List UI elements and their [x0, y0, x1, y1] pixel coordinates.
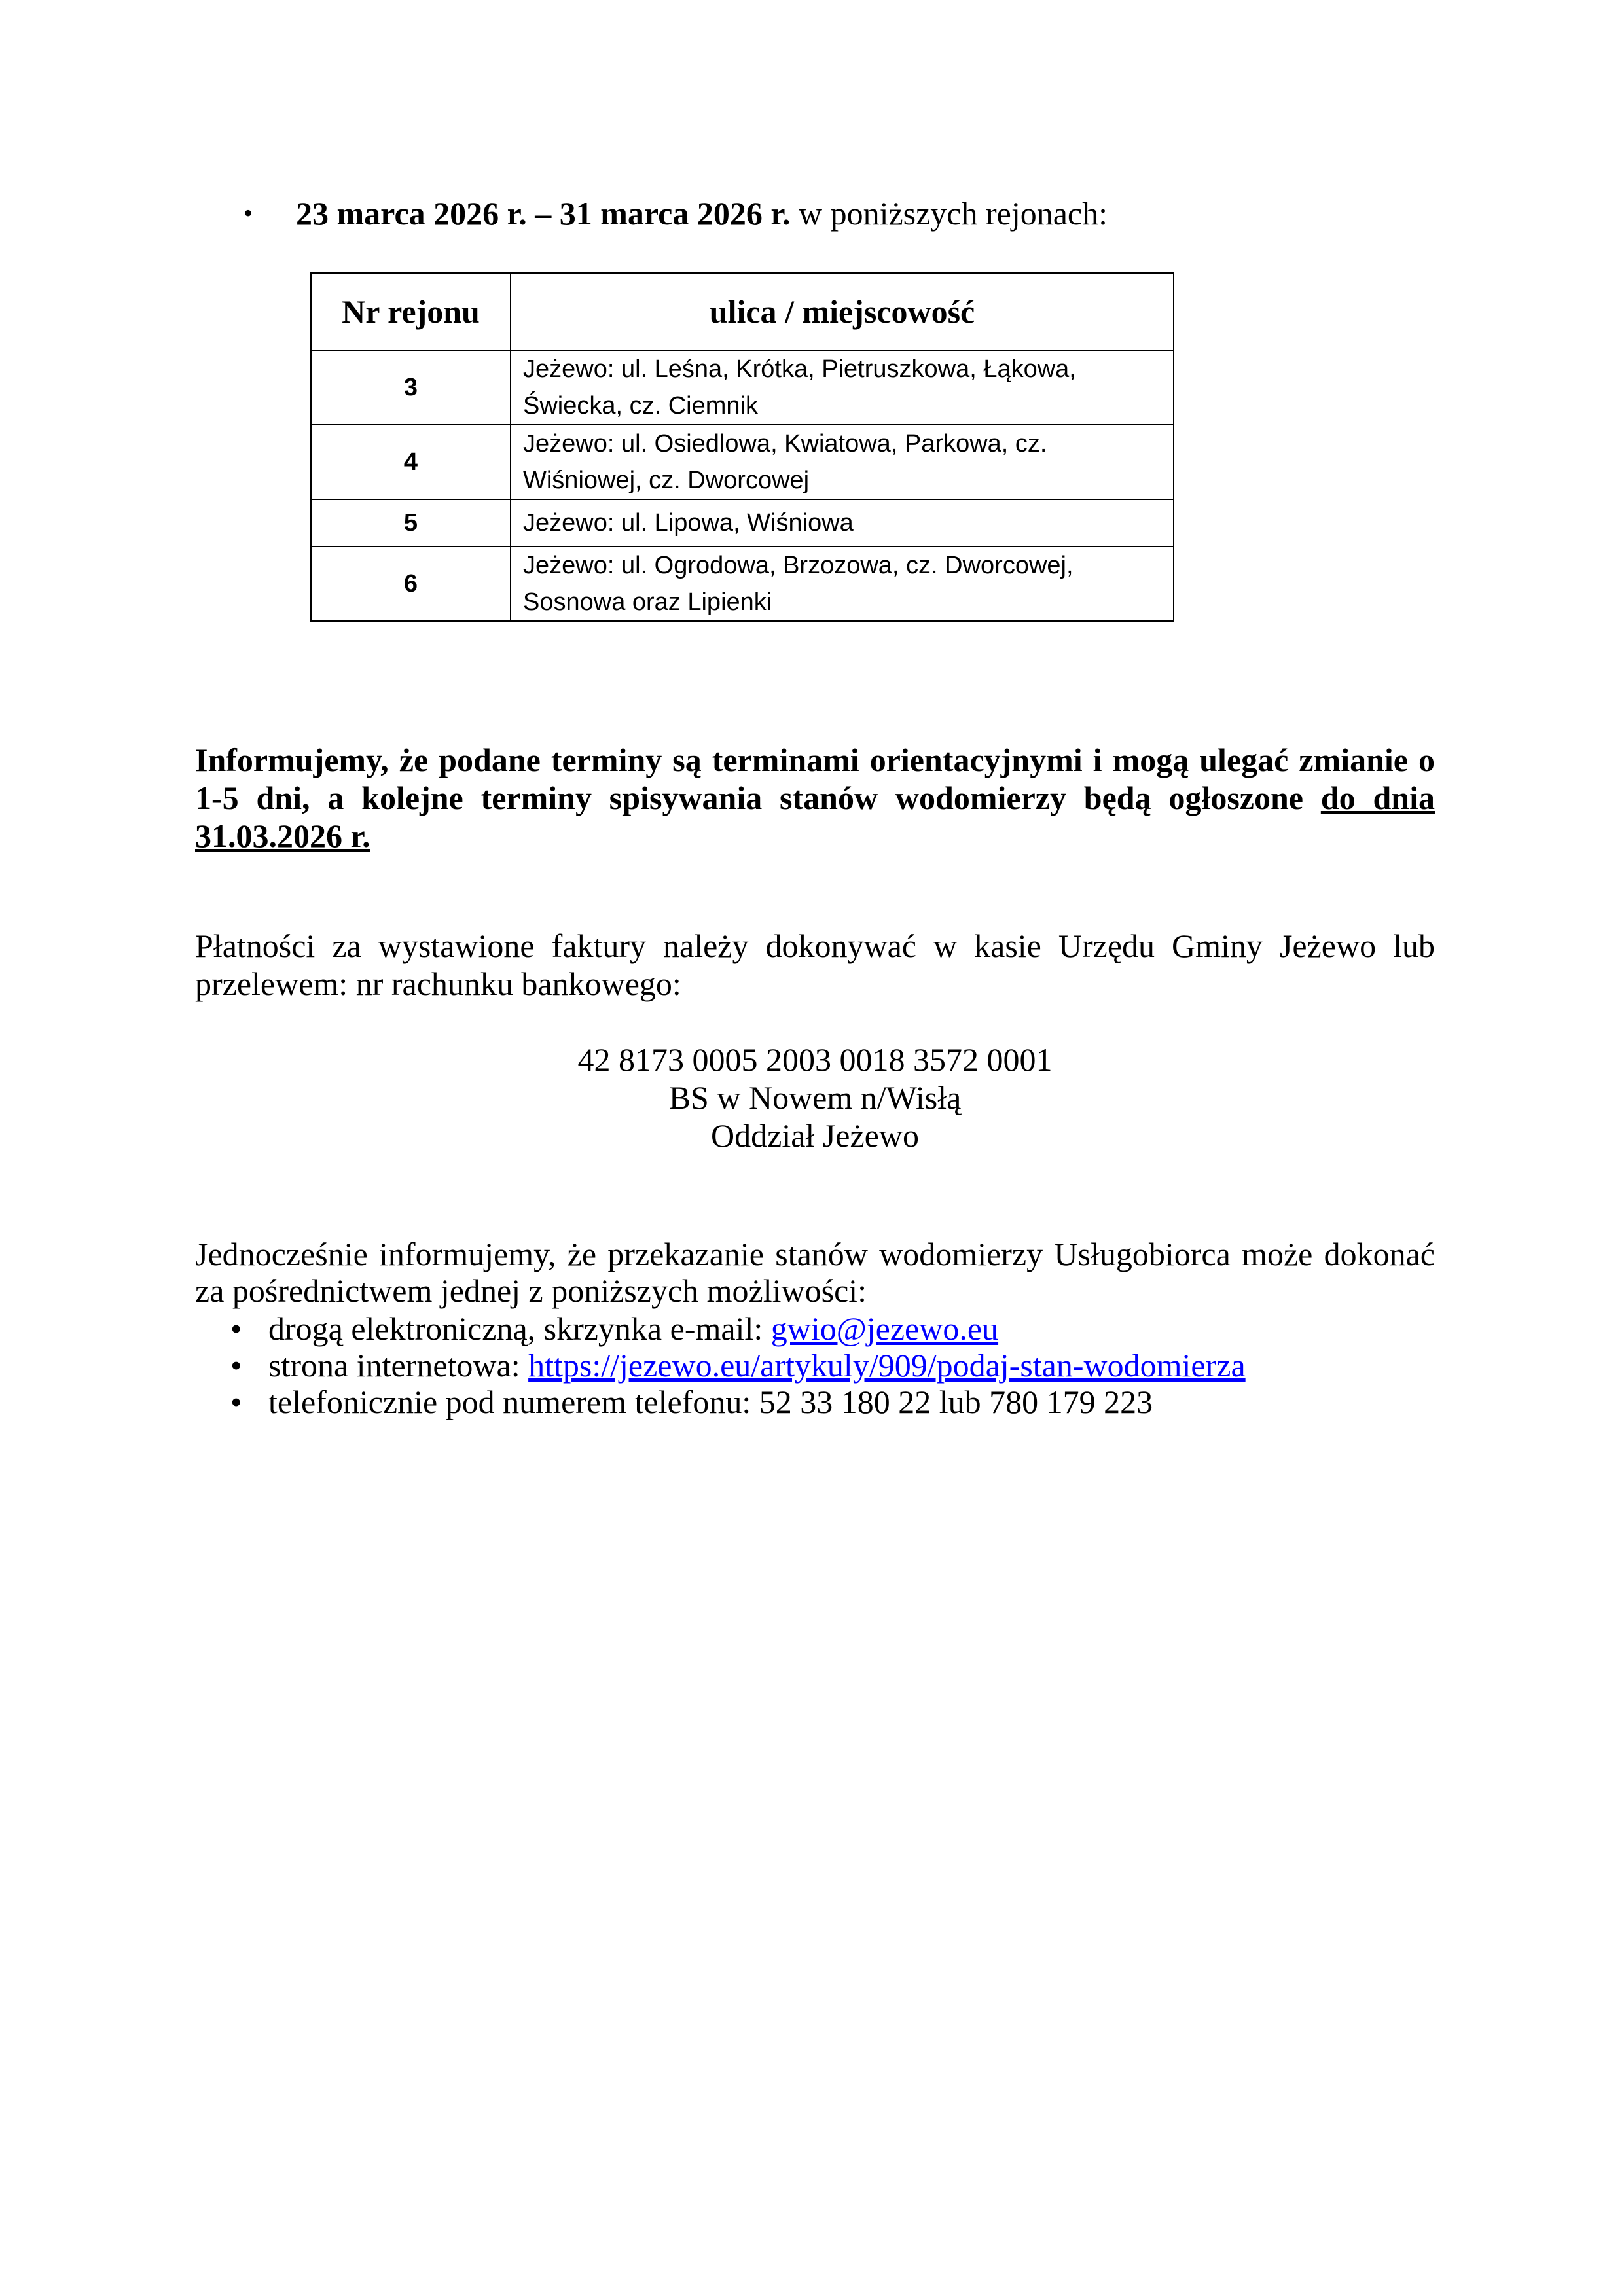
info-paragraph — [195, 741, 1435, 855]
schedule-suffix: w poniższych rejonach: — [790, 195, 1108, 232]
payment-paragraph: Płatności za wystawione faktury należy dokonywać w kasie Urzędu Gminy Jeżewo lub przelewem: nr rachunku bankowego: — [195, 927, 1435, 1002]
bank-account-number: 42 8173 0005 2003 0018 3572 0001 — [577, 1041, 1053, 1078]
region-streets-line: Wiśniowej, cz. Dworcowej — [523, 467, 810, 494]
region-number: 4 — [311, 425, 511, 499]
region-streets-line: Sosnowa oraz Lipienki — [523, 588, 772, 616]
phone-text: telefonicznie pod numerem telefonu: 52 33 180 22 lub 780 179 223 — [268, 1384, 1153, 1420]
region-streets-line: Jeżewo: ul. Osiedlowa, Kwiatowa, Parkowa, cz. — [523, 430, 1047, 457]
web-label: strona internetowa: — [268, 1347, 529, 1384]
bank-details — [195, 1041, 1435, 1155]
bullet-icon: • — [230, 1384, 242, 1420]
region-streets-line: Jeżewo: ul. Ogrodowa, Brzozowa, cz. Dworcowej, — [523, 552, 1074, 579]
email-link[interactable]: gwio@jezewo.eu — [770, 1310, 999, 1347]
info-deadline: do dnia 31.03.2026 r. — [195, 780, 1435, 854]
header-street-locality: ulica / miejscowość — [511, 273, 1174, 350]
region-number: 5 — [311, 499, 511, 547]
list-item — [230, 1310, 1246, 1347]
info-text: Informujemy, że podane terminy są terminami orientacyjnymi i mogą ulegać zmianie o 1-5 dni, a kolejne terminy spisywania stanów wodomierzy będą ogłoszone — [195, 742, 1435, 816]
bank-name: BS w Nowem n/Wisłą — [668, 1079, 962, 1116]
region-streets — [511, 425, 1174, 499]
region-number: 3 — [311, 350, 511, 425]
bullet-icon: • — [230, 1310, 242, 1347]
region-streets-line: Jeżewo: ul. Lipowa, Wiśniowa — [523, 509, 854, 537]
email-label: drogą elektroniczną, skrzynka e-mail: — [268, 1310, 771, 1347]
table-row — [311, 425, 1174, 499]
bullet-icon: • — [230, 1347, 242, 1384]
region-streets — [511, 499, 1174, 547]
region-streets-line: Świecka, cz. Ciemnik — [523, 392, 758, 420]
bullet-icon: • — [244, 198, 253, 228]
table-row — [311, 547, 1174, 621]
table-row — [311, 499, 1174, 547]
table-header-row — [311, 273, 1174, 350]
web-link[interactable]: https://jezewo.eu/artykuly/909/podaj-stan-wodomierza — [528, 1347, 1246, 1384]
contact-options-list — [230, 1310, 1246, 1420]
contact-intro: Jednocześnie informujemy, że przekazanie stanów wodomierzy Usługobiorca może dokonać za pośrednictwem jednej z poniższych możliwości: — [195, 1236, 1435, 1309]
list-item — [230, 1384, 1246, 1420]
list-item — [230, 1347, 1246, 1384]
table-row — [311, 350, 1174, 425]
region-streets — [511, 350, 1174, 425]
regions-table — [310, 272, 1174, 622]
header-region-number: Nr rejonu — [311, 273, 511, 350]
schedule-line — [244, 194, 1108, 233]
region-streets-line: Jeżewo: ul. Leśna, Krótka, Pietruszkowa, Łąkowa, — [523, 355, 1076, 383]
bank-branch: Oddział Jeżewo — [711, 1117, 919, 1154]
region-number: 6 — [311, 547, 511, 621]
schedule-date-range: 23 marca 2026 r. – 31 marca 2026 r. — [296, 195, 791, 232]
region-streets — [511, 547, 1174, 621]
